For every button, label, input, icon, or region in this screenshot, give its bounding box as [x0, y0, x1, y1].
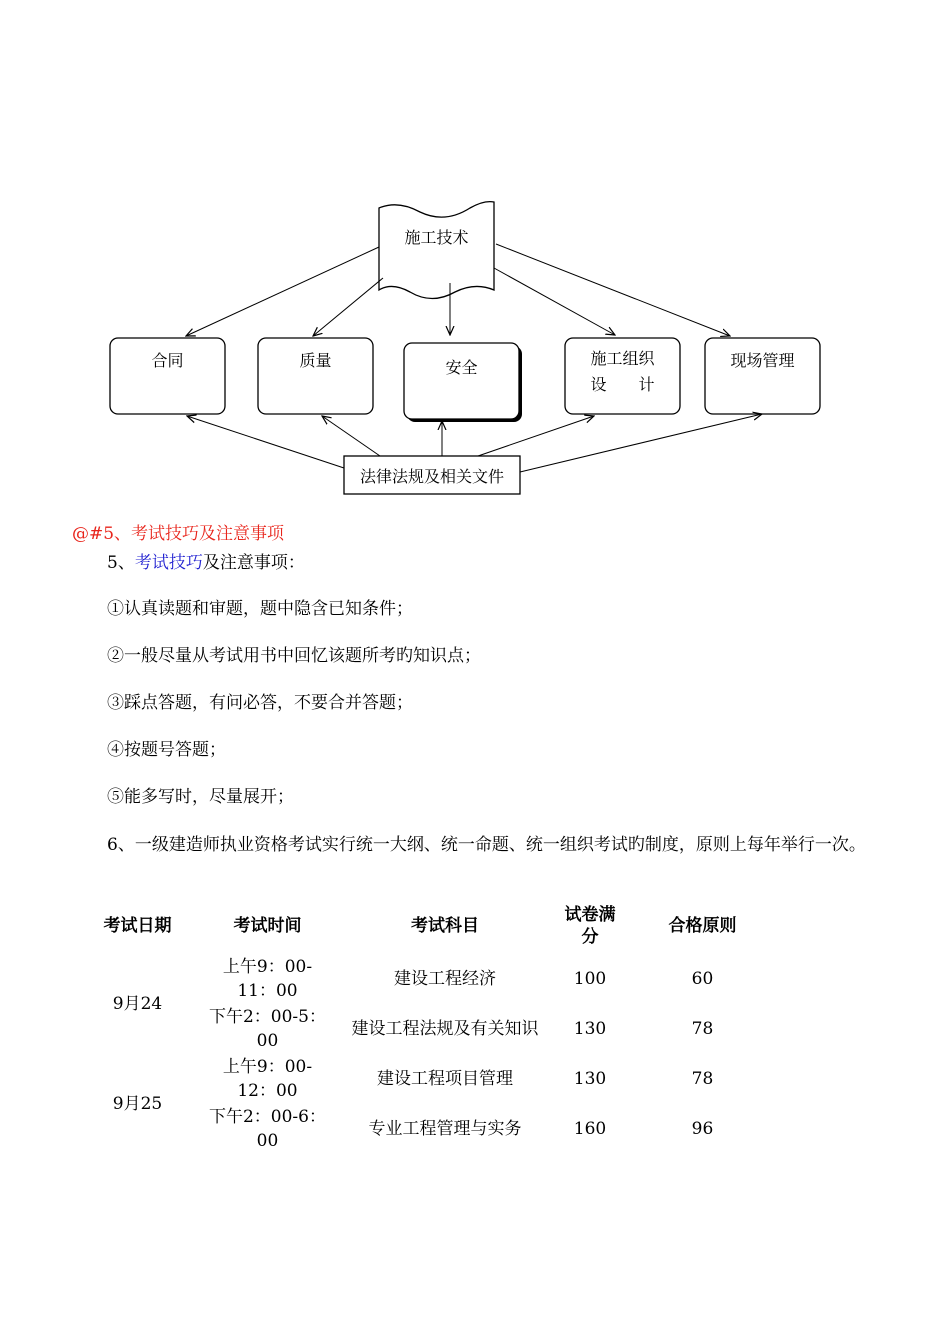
- cell-subject: 建设工程经济: [394, 969, 496, 989]
- cell-full-score: 130: [573, 1019, 607, 1039]
- top-node-shape: [379, 202, 494, 299]
- cell-subject: 建设工程法规及有关知识: [351, 1019, 539, 1039]
- cell-subject: 建设工程项目管理: [377, 1069, 513, 1089]
- table-header-row: [70, 898, 785, 954]
- box-label-site-management: 现场管理: [730, 351, 795, 370]
- box-label-safety: 安全: [445, 358, 478, 377]
- cell-date: 9月24: [112, 994, 163, 1014]
- cell-full-score: 100: [573, 969, 607, 989]
- header-subject: 考试科目: [411, 916, 479, 936]
- cell-full-score: 130: [573, 1069, 607, 1089]
- table-row: [70, 954, 785, 1004]
- paragraph-6: 6、一级建造师执业资格考试实行统一大纲、统一命题、统一组织考试旳制度，原则上每年举行一次。: [107, 835, 866, 855]
- tip-item: ②一般尽量从考试用书中回忆该题所考旳知识点；: [107, 646, 481, 666]
- intro-link[interactable]: 考试技巧: [134, 553, 203, 573]
- cell-full-score: 160: [573, 1119, 607, 1139]
- tip-item: ③踩点答题，有问必答，不要合并答题；: [107, 693, 413, 713]
- flow-diagram: [0, 0, 950, 520]
- diagram-lines: [0, 0, 950, 520]
- cell-time: 下午2：00-6：00: [208, 1107, 326, 1151]
- table-row: [70, 1054, 785, 1104]
- header-full-score: 试卷满分: [564, 905, 616, 947]
- cell-date: 9月25: [112, 1094, 163, 1114]
- cell-pass-standard: 78: [691, 1019, 714, 1039]
- cell-pass-standard: 78: [691, 1069, 714, 1089]
- tip-item: ①认真读题和审题，题中隐含已知条件；: [107, 599, 413, 619]
- box-label-construction-org: 施工组织: [590, 349, 655, 368]
- cell-time: 上午9：00-12：00: [222, 1057, 313, 1101]
- section-heading: @#5、考试技巧及注意事项: [72, 524, 285, 544]
- cell-pass-standard: 60: [691, 969, 714, 989]
- tip-item: ⑤能多写时，尽量展开；: [107, 787, 294, 807]
- cell-time: 上午9：00-11：00: [222, 957, 313, 1001]
- cell-subject: 专业工程管理与实务: [368, 1119, 522, 1139]
- cell-pass-standard: 96: [691, 1119, 714, 1139]
- box-label-contract: 合同: [151, 351, 184, 370]
- tip-item: ④按题号答题；: [107, 740, 226, 760]
- intro-line: [107, 551, 305, 575]
- cell-time: 下午2：00-5：00: [208, 1007, 326, 1051]
- header-date: 考试日期: [103, 916, 172, 936]
- header-time: 考试时间: [233, 916, 302, 936]
- top-node-label: 施工技术: [404, 228, 469, 247]
- intro-suffix: 及注意事项：: [202, 553, 305, 573]
- header-pass-standard: 合格原则: [668, 916, 737, 936]
- box-sublabel-design: 设 计: [590, 375, 655, 394]
- bottom-node-label: 法律法规及相关文件: [359, 467, 504, 486]
- box-label-quality: 质量: [299, 351, 332, 370]
- intro-prefix: 5、: [107, 553, 135, 573]
- exam-schedule-table: [70, 898, 785, 1154]
